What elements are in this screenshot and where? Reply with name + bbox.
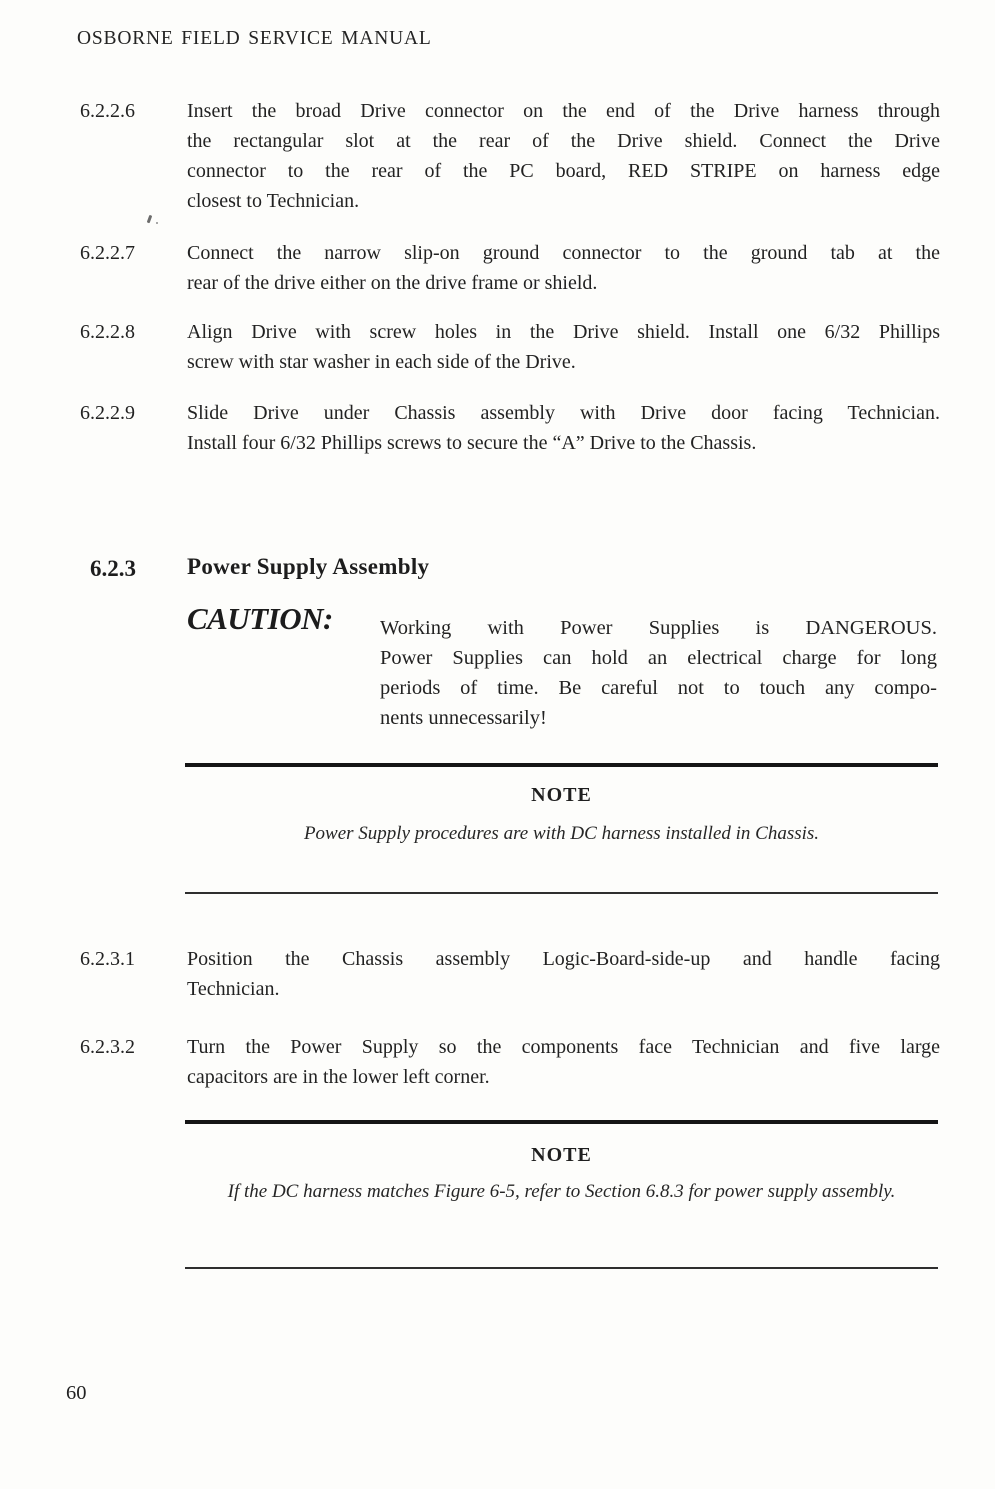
step-number: 6.2.3.1 xyxy=(80,948,135,970)
caution-line: Working with Power Supplies is DANGEROUS. xyxy=(380,617,937,639)
step-text xyxy=(187,96,940,216)
step-6232 xyxy=(80,1032,953,1092)
page-header: OSBORNE FIELD SERVICE MANUAL xyxy=(77,28,432,49)
step-6227 xyxy=(80,238,953,298)
section-title: Power Supply Assembly xyxy=(187,554,430,579)
step-text xyxy=(187,1032,940,1092)
step-6231 xyxy=(80,944,953,1004)
step-6228 xyxy=(80,317,953,377)
note-text: If the DC harness matches Figure 6-5, refer to Section 6.8.3 for power supply assembly. xyxy=(227,1181,896,1202)
step-line: Insert the broad Drive connector on the end of the Drive harness through xyxy=(187,100,940,122)
note-text: Power Supply procedures are with DC harness installed in Chassis. xyxy=(303,823,820,844)
step-line: capacitors are in the lower left corner. xyxy=(187,1066,490,1088)
section-number: 6.2.3 xyxy=(90,556,136,581)
step-line: rear of the drive either on the drive frame or shield. xyxy=(187,272,598,294)
step-6226 xyxy=(80,96,953,216)
step-text xyxy=(187,317,940,377)
caution-line: Power Supplies can hold an electrical charge for long xyxy=(380,647,937,669)
caution-label: CAUTION: xyxy=(187,601,333,636)
step-text xyxy=(187,944,940,1004)
note-label: NOTE xyxy=(531,784,592,806)
caution-line: periods of time. Be careful not to touch any compo- xyxy=(380,677,937,699)
step-text xyxy=(187,238,940,298)
step-line: closest to Technician. xyxy=(187,190,360,212)
step-line: screw with star washer in each side of the Drive. xyxy=(187,351,576,373)
scan-artifact xyxy=(148,215,160,227)
note-bottom-rule xyxy=(185,1267,938,1269)
page-number: 60 xyxy=(66,1382,87,1404)
note-label: NOTE xyxy=(531,1144,592,1166)
step-line: Turn the Power Supply so the components face Technician and five large xyxy=(187,1036,940,1058)
step-number: 6.2.3.2 xyxy=(80,1036,135,1058)
caution-line: nents unnecessarily! xyxy=(380,707,547,729)
note-block-1 xyxy=(185,763,938,894)
step-line: Slide Drive under Chassis assembly with Drive door facing Technician. xyxy=(187,402,940,424)
step-text xyxy=(187,398,940,458)
step-line: Connect the narrow slip-on ground connector to the ground tab at the xyxy=(187,242,940,264)
step-number: 6.2.2.7 xyxy=(80,242,135,264)
note-bottom-rule xyxy=(185,892,938,894)
step-line: the rectangular slot at the rear of the Drive shield. Connect the Drive xyxy=(187,130,940,152)
caution-text xyxy=(380,613,937,733)
step-line: Technician. xyxy=(187,978,280,1000)
step-number: 6.2.2.6 xyxy=(80,100,135,122)
note-block-2 xyxy=(185,1120,938,1269)
note-top-rule xyxy=(185,763,938,767)
step-line: Align Drive with screw holes in the Drive shield. Install one 6/32 Phillips xyxy=(187,321,940,343)
step-line: Install four 6/32 Phillips screws to secure the “A” Drive to the Chassis. xyxy=(187,432,757,454)
note-top-rule xyxy=(185,1120,938,1124)
step-6229 xyxy=(80,398,953,458)
step-number: 6.2.2.9 xyxy=(80,402,135,424)
step-number: 6.2.2.8 xyxy=(80,321,135,343)
step-line: connector to the rear of the PC board, RED STRIPE on harness edge xyxy=(187,160,940,182)
step-line: Position the Chassis assembly Logic-Board-side-up and handle facing xyxy=(187,948,940,970)
